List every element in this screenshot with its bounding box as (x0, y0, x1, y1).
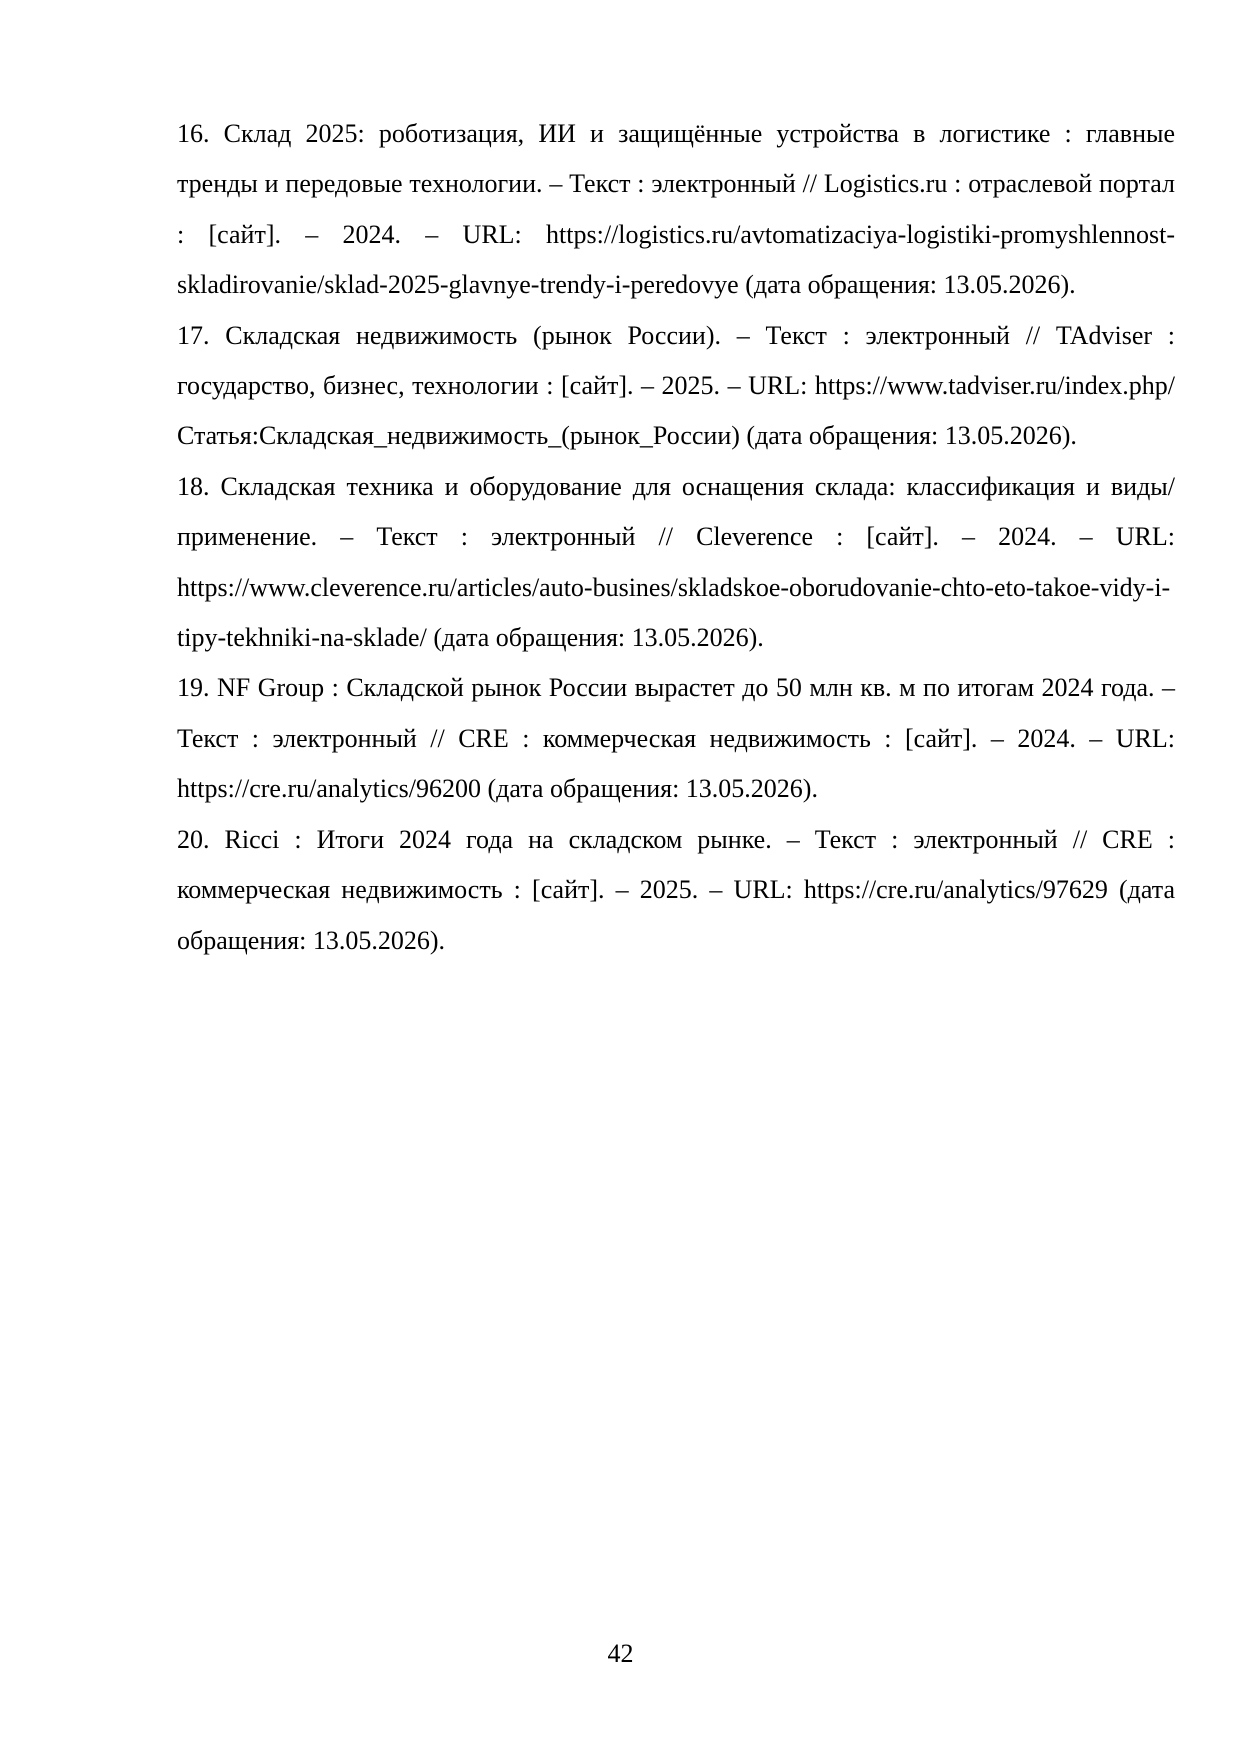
reference-item-20 (177, 815, 1175, 966)
reference-text: Складская техника и оборудование для оснащения склада: классификация и виды/применение. – Текст : электронный // Cleverence : [сайт]. – 2024. – URL: https://www.cleverence.ru/articles/auto-busines/skladskoe-oborudovanie-chto-eto-takoe-vidy-i-tipy-tekhniki-na-sklade/ (дата обращения: 13.05.2026). (177, 471, 1176, 653)
reference-item-19 (177, 663, 1175, 814)
reference-number: 17. (177, 320, 210, 350)
reference-number: 19. (177, 673, 210, 703)
reference-text: NF Group : Складской рынок России вырастет до 50 млн кв. м по итогам 2024 года. – Текст : электронный // CRE : коммерческая недвижимость : [сайт]. – 2024. – URL: https://cre.ru/analytics/96200 (дата обращения: 13.05.2026). (177, 673, 1175, 804)
reference-text: Складская недвижимость (рынок России). – Текст : электронный // TAdviser : государство, бизнес, технологии : [сайт]. – 2025. – URL: https://www.tadviser.ru/index.php/Статья:Складская_недвижимость_(рынок_России) (дата обращения: 13.05.2026). (177, 320, 1175, 451)
reference-item-17 (177, 311, 1175, 462)
reference-number: 20. (177, 824, 210, 854)
reference-item-16 (177, 109, 1175, 311)
page-number: 42 (607, 1639, 634, 1668)
reference-text: Ricci : Итоги 2024 года на складском рынке. – Текст : электронный // CRE : коммерческая недвижимость : [сайт]. – 2025. – URL: https://cre.ru/analytics/97629 (дата обращения: 13.05.2026). (177, 824, 1175, 955)
reference-number: 18. (177, 471, 210, 501)
reference-list (177, 109, 1175, 966)
reference-number: 16. (177, 119, 210, 148)
reference-text: Склад 2025: роботизация, ИИ и защищённые устройства в логистике : главные тренды и передовые технологии. – Текст : электронный // Logistics.ru : отраслевой портал : [сайт]. – 2024. – URL: https://logistics.ru/avtomatizaciya-logistiki-promyshlennost-skladirovanie/sklad-2025-glavnye-trendy-i-peredovye (дата обращения: 13.05.2026). (177, 119, 1175, 300)
reference-item-18 (177, 462, 1175, 664)
